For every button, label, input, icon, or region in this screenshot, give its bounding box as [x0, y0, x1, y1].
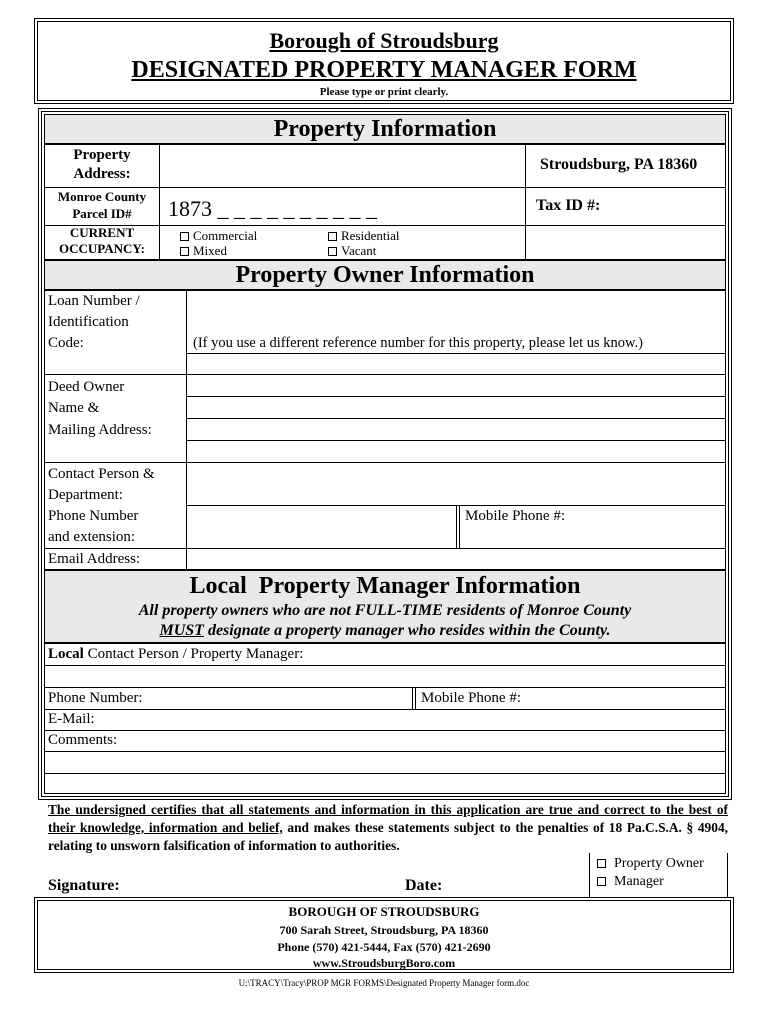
- contact-label-2: Department:: [48, 487, 123, 503]
- manager-mobile-label: Mobile Phone #:: [421, 690, 521, 706]
- loan-label-1: Loan Number /: [48, 293, 140, 309]
- phone-label-1: Phone Number: [48, 508, 139, 524]
- checkbox-icon: [597, 877, 606, 886]
- date-label: Date:: [405, 877, 443, 894]
- checkbox-icon: [328, 232, 337, 241]
- certification-rest: and makes these statements subject to the penalties of 18 Pa.C.S.A. § 4904, relating to unsworn falsification of information to authorities.: [48, 820, 728, 853]
- owner-info-title: Property Owner Information: [235, 262, 535, 288]
- local-contact-label: [48, 644, 303, 665]
- manager-info-title: Local Property Manager Information: [189, 573, 581, 599]
- occupancy-vacant[interactable]: [328, 243, 376, 258]
- residential-label: Residential: [341, 228, 400, 243]
- loan-label-3: Code:: [48, 335, 84, 351]
- deed-label-1: Deed Owner: [48, 379, 125, 395]
- role-owner-label: Property Owner: [614, 856, 704, 871]
- role-manager[interactable]: [597, 873, 664, 891]
- loan-note: (If you use a different reference number for this property, please let us know.): [193, 335, 643, 351]
- must-emphasis: MUST: [159, 622, 204, 639]
- form-title: DESIGNATED PROPERTY MANAGER FORM: [131, 57, 637, 83]
- certification-text: [48, 801, 728, 855]
- manager-notice-line2: [44, 621, 726, 641]
- mixed-label: Mixed: [193, 243, 227, 258]
- property-address-input[interactable]: [161, 146, 523, 186]
- manager-email-input[interactable]: [110, 710, 724, 729]
- parcel-id-input[interactable]: 1873 _ _ _ _ _ _ _ _ _ _: [168, 196, 377, 221]
- local-bold: Local: [48, 646, 84, 662]
- manager-mobile-input[interactable]: [540, 688, 724, 708]
- local-rest: Contact Person / Property Manager:: [83, 646, 304, 662]
- checkbox-icon: [597, 859, 606, 868]
- vacant-label: Vacant: [341, 243, 377, 258]
- signature-label: Signature:: [48, 877, 120, 894]
- footer-address: 700 Sarah Street, Stroudsburg, PA 18360: [279, 923, 489, 937]
- owner-mobile-label: Mobile Phone #:: [465, 508, 565, 524]
- comments-label: Comments:: [48, 732, 118, 748]
- deed-label-3: Mailing Address:: [48, 422, 152, 438]
- property-address-label: Property Address:: [73, 147, 131, 182]
- date-input[interactable]: [455, 872, 585, 896]
- occupancy-mixed[interactable]: [180, 243, 227, 258]
- loan-number-input[interactable]: [188, 292, 724, 334]
- checkbox-icon: [328, 247, 337, 256]
- tax-id-input[interactable]: [610, 190, 722, 222]
- parcel-id-label: Monroe County Parcel ID#: [57, 189, 147, 221]
- city-state-zip: Stroudsburg, PA 18360: [540, 156, 698, 173]
- owner-mobile-input[interactable]: [580, 507, 724, 546]
- contact-person-input[interactable]: [188, 464, 724, 503]
- loan-label-2: Identification: [48, 314, 129, 330]
- owner-email-label: Email Address:: [48, 551, 141, 567]
- certification-underlined: The undersigned certifies that all statements and information in this application are true and correct to the best of their knowledge, information and belief,: [48, 802, 728, 835]
- occupancy-residential[interactable]: [328, 228, 400, 243]
- manager-phone-input[interactable]: [160, 688, 410, 708]
- phone-label-2: and extension:: [48, 529, 136, 545]
- role-property-owner[interactable]: [597, 855, 704, 873]
- commercial-label: Commercial: [193, 228, 258, 243]
- owner-email-input[interactable]: [188, 550, 724, 569]
- manager-phone-label: Phone Number:: [48, 690, 143, 706]
- footer-phone: Phone (570) 421-5444, Fax (570) 421-2690: [277, 940, 491, 954]
- occupancy-label: CURRENT OCCUPANCY:: [59, 225, 145, 256]
- deed-label-2: Name &: [48, 400, 100, 416]
- borough-title: Borough of Stroudsburg: [269, 28, 499, 53]
- deed-owner-input[interactable]: [188, 376, 724, 460]
- footer-org: BOROUGH OF STROUDSBURG: [288, 904, 480, 919]
- file-path: U:\TRACY\Tracy\PROP MGR FORMS\Designated Property Manager form.doc: [238, 978, 530, 988]
- contact-label-1: Contact Person &: [48, 466, 155, 482]
- occupancy-commercial[interactable]: [180, 228, 257, 243]
- manager-email-label: E-Mail:: [48, 711, 95, 727]
- instruction-text: Please type or print clearly.: [319, 86, 449, 98]
- owner-phone-input[interactable]: [188, 507, 454, 546]
- comments-input[interactable]: [46, 752, 724, 793]
- signature-input[interactable]: [135, 872, 395, 896]
- checkbox-icon: [180, 232, 189, 241]
- footer-website: www.StroudsburgBoro.com: [312, 956, 456, 970]
- local-contact-input[interactable]: [46, 666, 724, 686]
- checkbox-icon: [180, 247, 189, 256]
- manager-notice-rest: designate a property manager who resides within the County.: [203, 622, 611, 639]
- property-info-title: Property Information: [273, 116, 497, 142]
- role-manager-label: Manager: [614, 874, 664, 889]
- manager-notice-line1: All property owners who are not FULL-TIME residents of Monroe County: [138, 602, 632, 619]
- tax-id-label: Tax ID #:: [536, 197, 601, 214]
